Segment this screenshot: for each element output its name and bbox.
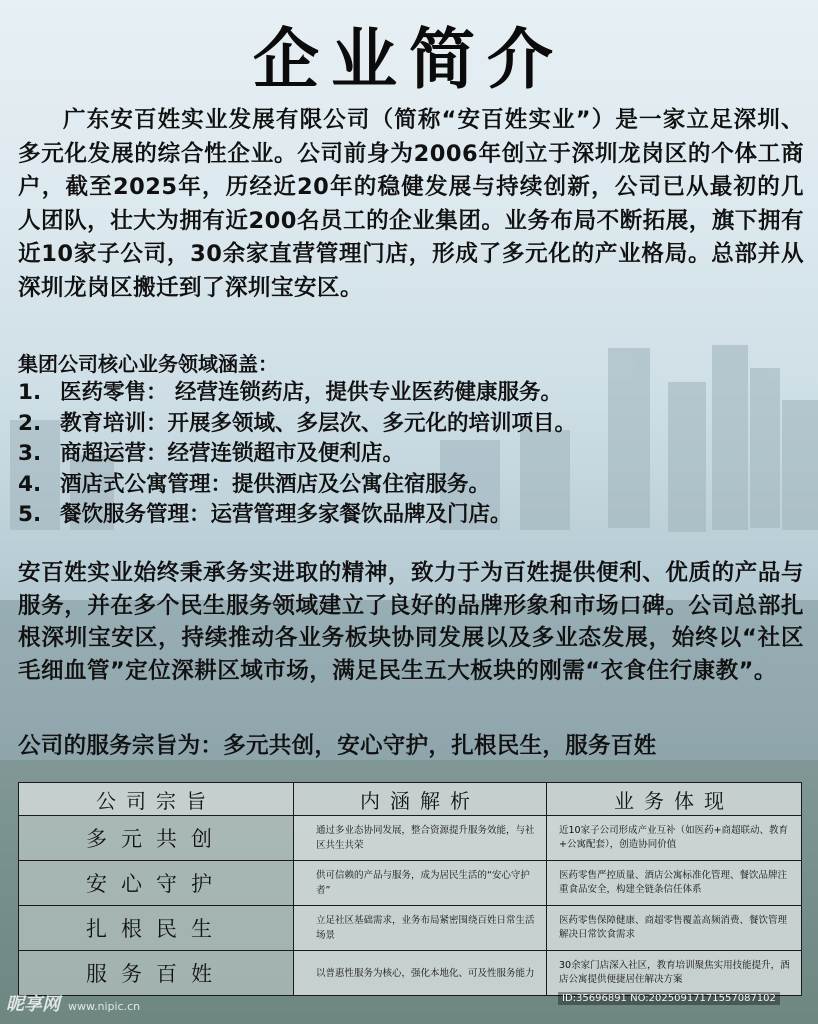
service-purpose: 公司的服务宗旨为：多元共创，安心守护，扎根民生，服务百姓 — [18, 733, 657, 759]
item-text: 商超运营：经营连锁超市及便利店。 — [60, 441, 405, 467]
meaning-cell: 供可信赖的产品与服务，成为居民生活的“安心守护者” — [294, 861, 547, 906]
intro-paragraph: 广东安百姓实业发展有限公司（简称“安百姓实业”）是一家立足深圳、多元化发展的综合性企业。公司前身为2006年创立于深圳龙岗区的个体工商户，截至2025年，历经近20年的稳健发展与持续创新，公司已从最初的几人团队，壮大为拥有近200名员工的企业集团。业务布局不断拓展，旗下拥有近10家子公司，30余家直营管理门店，形成了多元化的产业格局。总部并从深圳龙岗区搬迁到了深圳宝安区。 — [18, 107, 804, 301]
item-number: 4. — [18, 471, 42, 497]
image-id-stamp: ID:35696891 NO:20250917171557087102 — [558, 992, 780, 1005]
table-row — [19, 951, 802, 996]
mission-paragraph: 安百姓实业始终秉承务实进取的精神，致力于为百姓提供便利、优质的产品与服务，并在多个民生服务领域建立了良好的品牌形象和市场口碑。公司总部扎根深圳宝安区，持续推动各业务板块协同发展以及多业态发展，始终以“社区毛细血管”定位深耕区域市场，满足民生五大板块的刚需“衣食住行康教”。 — [18, 560, 804, 684]
practice-cell: 近10家子公司形成产业互补（如医药+商超联动、教育+公寓配套），创造协同价值 — [547, 816, 802, 861]
purpose-cell: 多元共创 — [19, 816, 294, 861]
table-row — [19, 906, 802, 951]
item-number: 3. — [18, 441, 42, 467]
column-header: 业务体现 — [547, 783, 802, 816]
purpose-cell: 扎根民生 — [19, 906, 294, 951]
practice-cell: 医药零售严控质量、酒店公寓标准化管理、餐饮品牌注重食品安全，构建全链条信任体系 — [547, 861, 802, 906]
item-number: 1. — [18, 380, 42, 405]
page-title: 企业简介 — [253, 21, 565, 98]
practice-cell: 30余家门店深入社区，教育培训聚焦实用技能提升，酒店公寓提供便捷居住解决方案 — [547, 951, 802, 996]
table-header-row — [19, 783, 802, 816]
list-item — [18, 409, 808, 440]
meaning-cell: 通过多业态协同发展，整合资源提升服务效能，与社区共生共荣 — [294, 816, 547, 861]
list-item — [18, 470, 808, 501]
column-header: 内涵解析 — [294, 783, 547, 816]
watermark-url: www.nipic.cn — [68, 1000, 141, 1013]
practice-cell: 医药零售保障健康、商超零售覆盖高频消费、餐饮管理解决日常饮食需求 — [547, 906, 802, 951]
item-text: 医药零售： 经营连锁药店，提供专业医药健康服务。 — [60, 380, 562, 405]
item-text: 教育培训：开展多领域、多层次、多元化的培训项目。 — [60, 410, 577, 436]
site-watermark — [6, 990, 140, 1016]
table-row — [19, 816, 802, 861]
watermark-brand: 昵享网 — [6, 994, 60, 1015]
item-text: 酒店式公寓管理：提供酒店及公寓住宿服务。 — [60, 471, 491, 497]
meaning-cell: 以普惠性服务为核心，强化本地化、可及性服务能力 — [294, 951, 547, 996]
purpose-table — [18, 782, 802, 996]
list-item — [18, 378, 808, 409]
core-business-list — [18, 378, 808, 531]
column-header: 公司宗旨 — [19, 783, 294, 816]
core-business-heading: 集团公司核心业务领域涵盖： — [18, 352, 278, 376]
purpose-cell: 服务百姓 — [19, 951, 294, 996]
item-number: 2. — [18, 410, 42, 436]
list-item — [18, 439, 808, 470]
item-text: 餐饮服务管理：运营管理多家餐饮品牌及门店。 — [60, 502, 512, 528]
item-number: 5. — [18, 502, 42, 528]
purpose-cell: 安心守护 — [19, 861, 294, 906]
list-item — [18, 500, 808, 531]
table-row — [19, 861, 802, 906]
meaning-cell: 立足社区基础需求，业务布局紧密围绕百姓日常生活场景 — [294, 906, 547, 951]
